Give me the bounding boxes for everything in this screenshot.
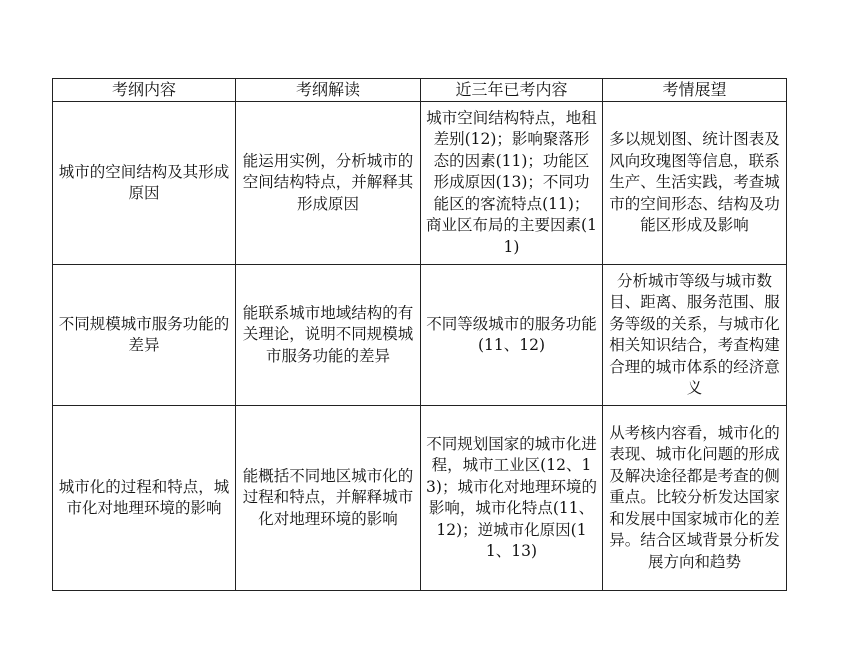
- header-exam-outlook: 考情展望: [603, 79, 787, 102]
- header-row: [53, 79, 787, 102]
- cell-recent-exam-content: 不同等级城市的服务功能(11、12): [421, 265, 603, 406]
- cell-outline-interpretation: 能联系城市地域结构的有关理论，说明不同规模城市服务功能的差异: [236, 265, 421, 406]
- cell-exam-outlook: 分析城市等级与城市数目、距离、服务范围、服务等级的关系，与城市化相关知识结合，考查构建合理的城市体系的经济意义: [603, 265, 787, 406]
- cell-exam-outlook: 从考核内容看，城市化的表现、城市化问题的形成及解决途径都是考查的侧重点。比较分析发达国家和发展中国家城市化的差异。结合区域背景分析发展方向和趋势: [603, 406, 787, 591]
- cell-outline-content: 不同规模城市服务功能的差异: [53, 265, 236, 406]
- table-row: [53, 102, 787, 265]
- header-outline-interpretation: 考纲解读: [236, 79, 421, 102]
- table-row: [53, 265, 787, 406]
- cell-recent-exam-content: 不同规划国家的城市化进程，城市工业区(12、13)；城市化对地理环境的影响，城市化特点(11、12)；逆城市化原因(11、13): [421, 406, 603, 591]
- cell-outline-content: 城市的空间结构及其形成原因: [53, 102, 236, 265]
- table-body: [53, 102, 787, 591]
- cell-outline-interpretation: 能运用实例，分析城市的空间结构特点，并解释其形成原因: [236, 102, 421, 265]
- cell-outline-interpretation: 能概括不同地区城市化的过程和特点，并解释城市化对地理环境的影响: [236, 406, 421, 591]
- cell-exam-outlook: 多以规划图、统计图表及风向玫瑰图等信息，联系生产、生活实践，考查城市的空间形态、结构及功能区形成及影响: [603, 102, 787, 265]
- table-header: [53, 79, 787, 102]
- table-row: [53, 406, 787, 591]
- exam-outline-table: [52, 78, 787, 591]
- cell-outline-content: 城市化的过程和特点，城市化对地理环境的影响: [53, 406, 236, 591]
- cell-recent-exam-content: 城市空间结构特点，地租差别(12)；影响聚落形态的因素(11)；功能区形成原因(13)；不同功能区的客流特点(11)；商业区布局的主要因素(11): [421, 102, 603, 265]
- header-outline-content: 考纲内容: [53, 79, 236, 102]
- header-recent-exam-content: 近三年已考内容: [421, 79, 603, 102]
